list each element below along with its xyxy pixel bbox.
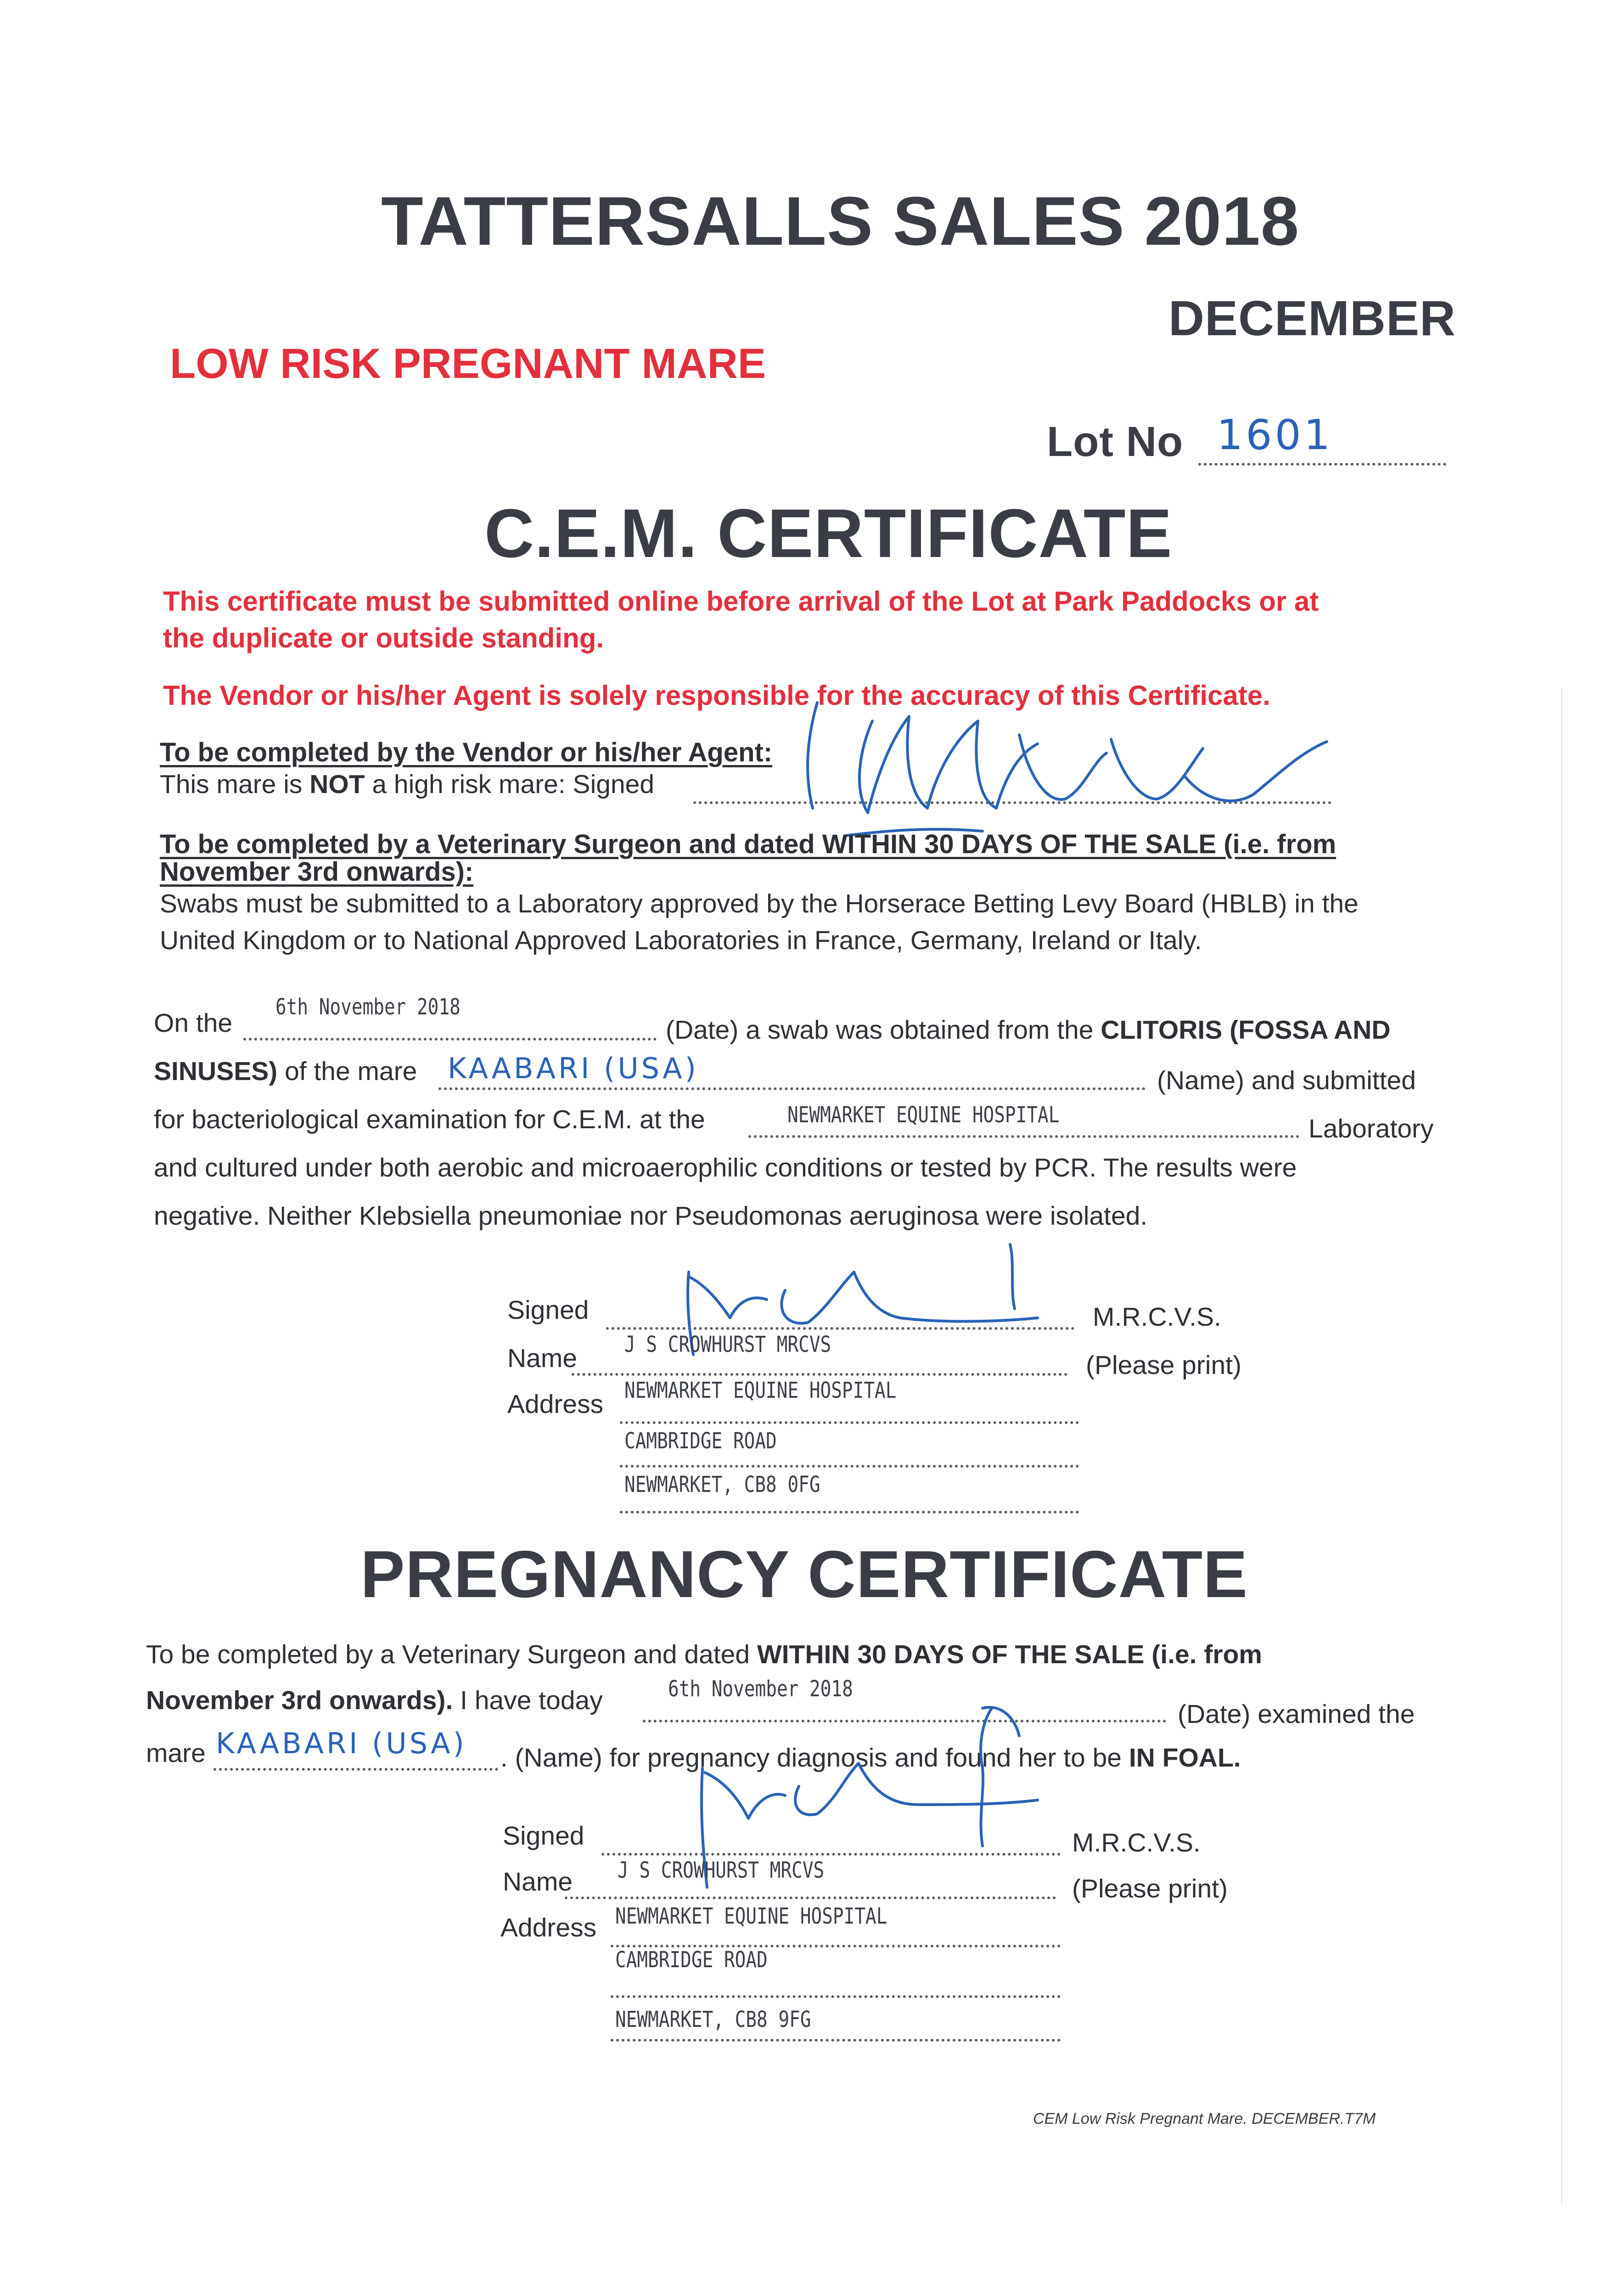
culture-statement: and cultured under both aerobic and microaerophilic conditions or tested by PCR. The results were [154, 1153, 1297, 1182]
pregnancy-mare-name: KAABARI (USA) [216, 1727, 467, 1760]
pregnancy-heading: PREGNANCY CERTIFICATE [360, 1537, 1248, 1611]
cem-address-line1 [620, 1421, 1079, 1424]
swab-date-label: On the [154, 1008, 233, 1038]
responsibility-notice: The Vendor or his/her Agent is solely responsible for the accuracy of this Certificate. [163, 680, 1270, 711]
cem-name-line [572, 1373, 1067, 1376]
lot-label: Lot No [1047, 418, 1184, 465]
swab-date-line [243, 1038, 657, 1041]
pregnancy-intro-line2: November 3rd onwards). I have today [146, 1686, 603, 1715]
preg-address-line2-value: CAMBRIDGE ROAD [615, 1947, 768, 1973]
mare-name-line [438, 1087, 1146, 1090]
cem-mrcvs-label: M.R.C.V.S. [1093, 1302, 1221, 1332]
pregnancy-mare-prefix: mare [146, 1739, 206, 1768]
mare-line-label: SINUSES) of the mare [154, 1057, 417, 1086]
cem-name-label: Name [507, 1344, 578, 1373]
submission-notice-line2: the duplicate or outside standing. [163, 623, 604, 653]
lot-number: 1601 [1217, 411, 1333, 459]
preg-address-line2 [611, 1995, 1061, 1998]
cem-address-label: Address [507, 1390, 604, 1419]
cem-signed-label: Signed [507, 1295, 589, 1325]
cem-address-line2-value: CAMBRIDGE ROAD [624, 1428, 777, 1454]
preg-address-line3 [611, 2039, 1061, 2042]
swabs-instruction-line1: Swabs must be submitted to a Laboratory approved by the Horserace Betting Levy Board (HBLB) in the [160, 889, 1359, 918]
sale-month: DECEMBER [1168, 290, 1456, 346]
preg-mrcvs-label: M.R.C.V.S. [1072, 1828, 1201, 1857]
swab-site-text: (Date) a swab was obtained from the CLITORIS (FOSSA AND [666, 1015, 1391, 1045]
swabs-instruction-line2: United Kingdom or to National Approved Laboratories in France, Germany, Ireland or Italy. [160, 926, 1202, 955]
preg-signed-label: Signed [503, 1821, 584, 1851]
swab-date-value: 6th November 2018 [275, 994, 461, 1020]
scan-edge [1561, 689, 1562, 2204]
cem-heading: C.E.M. CERTIFICATE [484, 495, 1173, 572]
preg-address-line3-value: NEWMARKET, CB8 9FG [615, 2007, 811, 2032]
pregnancy-date-suffix: (Date) examined the [1178, 1699, 1415, 1729]
risk-label: LOW RISK PREGNANT MARE [170, 340, 766, 387]
submission-notice-line1: This certificate must be submitted online before arrival of the Lot at Park Paddocks or at [163, 586, 1319, 617]
lab-line-label: for bacteriological examination for C.E.M. at the [154, 1105, 705, 1134]
vendor-declaration: This mare is NOT a high risk mare: Signed [160, 770, 655, 799]
preg-please-print: (Please print) [1072, 1874, 1228, 1903]
cem-vet-name: J S CROWHURST MRCVS [624, 1332, 831, 1357]
form-code: CEM Low Risk Pregnant Mare. DECEMBER.T7M [1033, 2110, 1376, 2127]
laboratory-label: Laboratory [1309, 1114, 1434, 1143]
preg-name-line [565, 1896, 1056, 1899]
vendor-signature-image [790, 661, 1368, 854]
negative-result-statement: negative. Neither Klebsiella pneumoniae nor Pseudomonas aeruginosa were isolated. [154, 1201, 1148, 1231]
cem-address-line2 [620, 1465, 1079, 1468]
vet-section-heading-line2: November 3rd onwards): [160, 857, 474, 887]
page-title: TATTERSALLS SALES 2018 [381, 182, 1300, 259]
lot-number-line [1198, 463, 1446, 466]
vet-section-heading-line1: To be completed by a Veterinary Surgeon and dated WITHIN 30 DAYS OF THE SALE (i.e. from [160, 829, 1337, 859]
cem-address-line3 [620, 1511, 1079, 1514]
cem-please-print: (Please print) [1086, 1351, 1241, 1380]
cem-address-line1-value: NEWMARKET EQUINE HOSPITAL [624, 1378, 897, 1403]
pregnancy-intro-line1: To be completed by a Veterinary Surgeon and dated WITHIN 30 DAYS OF THE SALE (i.e. from [146, 1640, 1262, 1669]
preg-name-label: Name [503, 1867, 573, 1896]
pregnancy-date-value: 6th November 2018 [668, 1676, 853, 1702]
mare-name-suffix: (Name) and submitted [1157, 1066, 1416, 1095]
cem-mare-name: KAABARI (USA) [448, 1052, 699, 1085]
vendor-section-heading: To be completed by the Vendor or his/her Agent: [160, 737, 773, 767]
preg-address-line1-value: NEWMARKET EQUINE HOSPITAL [615, 1903, 887, 1929]
lab-name-value: NEWMARKET EQUINE HOSPITAL [787, 1102, 1060, 1128]
cem-address-line3-value: NEWMARKET, CB8 0FG [624, 1472, 820, 1497]
pregnancy-result-line: . (Name) for pregnancy diagnosis and found her to be IN FOAL. [500, 1743, 1241, 1773]
preg-address-label: Address [500, 1913, 597, 1942]
lab-name-line [748, 1135, 1299, 1138]
pregnancy-mare-line [213, 1768, 498, 1771]
preg-vet-name: J S CROWHURST MRCVS [618, 1857, 825, 1883]
